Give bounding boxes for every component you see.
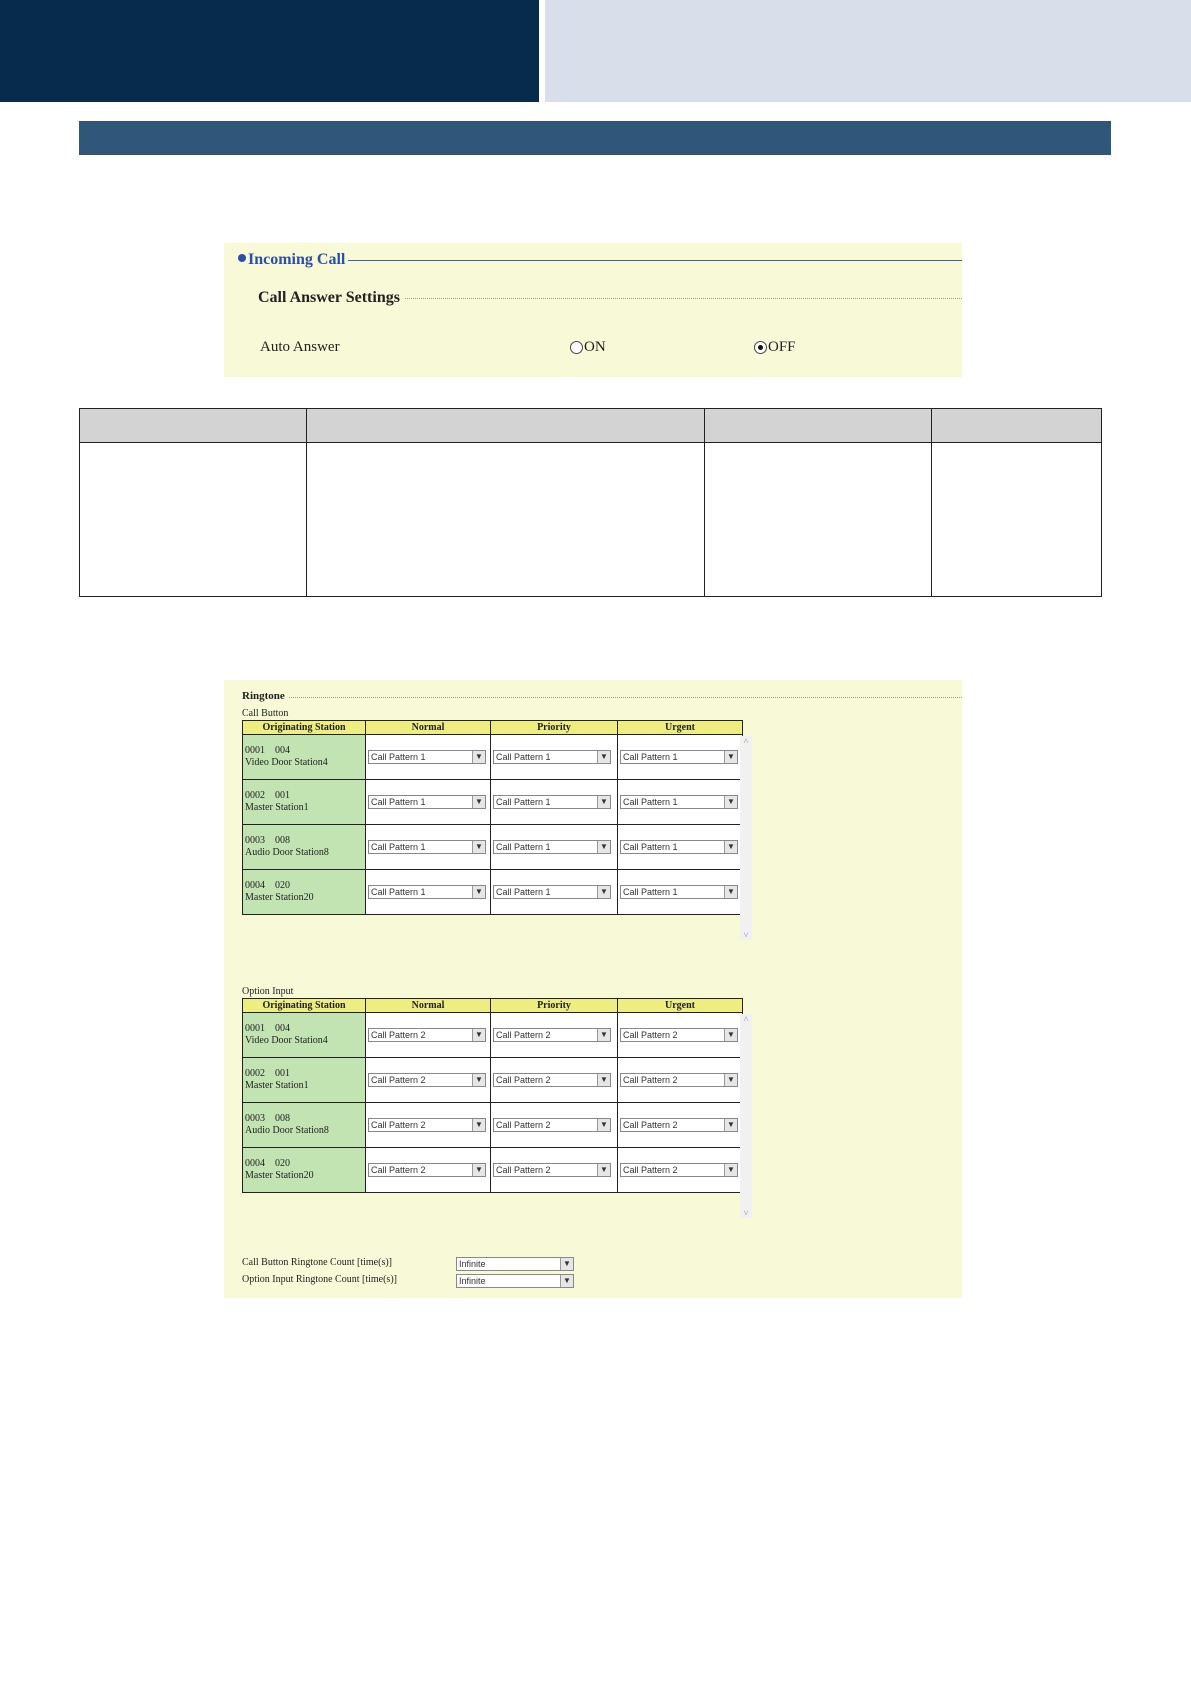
priority-pattern-select[interactable]: Call Pattern 2 ▼ xyxy=(493,1028,611,1042)
normal-pattern-cell xyxy=(366,1103,491,1148)
priority-pattern-cell xyxy=(491,1103,618,1148)
bullet-icon xyxy=(238,254,246,262)
priority-pattern-select[interactable]: Call Pattern 2 ▼ xyxy=(493,1163,611,1177)
station-name: Audio Door Station8 xyxy=(245,1125,329,1136)
table-row xyxy=(243,1058,743,1103)
normal-pattern-select[interactable]: Call Pattern 1 ▼ xyxy=(368,840,486,854)
table-row xyxy=(243,1103,743,1148)
originating-station-cell xyxy=(243,780,366,825)
chevron-down-icon[interactable]: ▼ xyxy=(597,1164,610,1176)
chevron-down-icon[interactable]: ▼ xyxy=(472,796,485,808)
scroll-down-icon[interactable]: ˅ xyxy=(743,930,749,940)
priority-pattern-cell xyxy=(491,1013,618,1058)
column-header-normal: Normal xyxy=(366,721,491,735)
chevron-down-icon[interactable]: ▼ xyxy=(472,1164,485,1176)
normal-pattern-select[interactable]: Call Pattern 2 ▼ xyxy=(368,1073,486,1087)
chevron-down-icon[interactable]: ▼ xyxy=(597,886,610,898)
option-input-scrollbar[interactable] xyxy=(740,1014,752,1218)
table-cell xyxy=(932,443,1102,597)
normal-pattern-select[interactable]: Call Pattern 2 ▼ xyxy=(368,1118,486,1132)
chevron-down-icon[interactable]: ▼ xyxy=(724,1074,737,1086)
chevron-down-icon[interactable]: ▼ xyxy=(560,1275,573,1287)
settings-description-table xyxy=(79,408,1102,597)
priority-pattern-select[interactable]: Call Pattern 2 ▼ xyxy=(493,1073,611,1087)
priority-pattern-cell xyxy=(491,870,618,915)
originating-station-cell xyxy=(243,1013,366,1058)
chevron-down-icon[interactable]: ▼ xyxy=(597,1119,610,1131)
chevron-down-icon[interactable]: ▼ xyxy=(724,1029,737,1041)
normal-pattern-cell xyxy=(366,780,491,825)
urgent-pattern-select[interactable]: Call Pattern 2 ▼ xyxy=(620,1073,738,1087)
station-number: 0004 020 xyxy=(245,1158,290,1169)
option-input-ringtone-count-select[interactable]: Infinite ▼ xyxy=(456,1274,574,1288)
column-header-priority: Priority xyxy=(491,721,618,735)
station-name: Master Station20 xyxy=(245,892,314,903)
originating-station-cell xyxy=(243,1058,366,1103)
priority-pattern-cell xyxy=(491,1058,618,1103)
station-name: Master Station20 xyxy=(245,1170,314,1181)
chevron-down-icon[interactable]: ▼ xyxy=(472,1119,485,1131)
priority-pattern-select[interactable]: Call Pattern 1 ▼ xyxy=(493,840,611,854)
header-light-block xyxy=(545,0,1191,102)
column-header-normal: Normal xyxy=(366,999,491,1013)
table-cell xyxy=(307,443,705,597)
chevron-down-icon[interactable]: ▼ xyxy=(597,1029,610,1041)
originating-station-cell xyxy=(243,735,366,780)
station-number: 0004 020 xyxy=(245,880,290,891)
originating-station-cell xyxy=(243,1148,366,1193)
column-header-urgent: Urgent xyxy=(618,999,743,1013)
chevron-down-icon[interactable]: ▼ xyxy=(560,1258,573,1270)
normal-pattern-cell xyxy=(366,735,491,780)
normal-pattern-select[interactable]: Call Pattern 1 ▼ xyxy=(368,750,486,764)
priority-pattern-select[interactable]: Call Pattern 1 ▼ xyxy=(493,885,611,899)
radio-checked-icon[interactable] xyxy=(754,341,767,354)
section-rule xyxy=(289,697,962,698)
station-name: Video Door Station4 xyxy=(245,1035,328,1046)
normal-pattern-select[interactable]: Call Pattern 2 ▼ xyxy=(368,1163,486,1177)
table-row xyxy=(243,825,743,870)
urgent-pattern-cell xyxy=(618,1148,743,1193)
scroll-up-icon[interactable]: ˄ xyxy=(743,736,749,746)
normal-pattern-cell xyxy=(366,825,491,870)
normal-pattern-cell xyxy=(366,1148,491,1193)
table-cell xyxy=(705,443,932,597)
table-header-cell xyxy=(307,409,705,443)
priority-pattern-cell xyxy=(491,735,618,780)
station-name: Video Door Station4 xyxy=(245,757,328,768)
priority-pattern-select[interactable]: Call Pattern 1 ▼ xyxy=(493,795,611,809)
header-dark-block xyxy=(0,0,539,102)
urgent-pattern-select[interactable]: Call Pattern 1 ▼ xyxy=(620,795,738,809)
originating-station-cell xyxy=(243,870,366,915)
ringtone-title: Ringtone xyxy=(242,690,285,702)
incoming-call-panel xyxy=(224,243,962,377)
normal-pattern-select[interactable]: Call Pattern 1 ▼ xyxy=(368,795,486,809)
chevron-down-icon[interactable]: ▼ xyxy=(724,1119,737,1131)
table-row xyxy=(243,1148,743,1193)
urgent-pattern-cell xyxy=(618,1013,743,1058)
chevron-down-icon[interactable]: ▼ xyxy=(724,886,737,898)
call-button-ringtone-count-label: Call Button Ringtone Count [time(s)] xyxy=(242,1257,392,1268)
auto-answer-label: Auto Answer xyxy=(260,339,340,355)
auto-answer-on-radio[interactable] xyxy=(570,339,606,356)
table-header-cell xyxy=(80,409,307,443)
chevron-down-icon[interactable]: ▼ xyxy=(472,886,485,898)
scroll-up-icon[interactable]: ˄ xyxy=(743,1014,749,1024)
station-number: 0003 008 xyxy=(245,1113,290,1124)
chevron-down-icon[interactable]: ▼ xyxy=(724,796,737,808)
priority-pattern-select[interactable]: Call Pattern 1 ▼ xyxy=(493,750,611,764)
urgent-pattern-select[interactable]: Call Pattern 1 ▼ xyxy=(620,840,738,854)
table-cell xyxy=(80,443,307,597)
chevron-down-icon[interactable]: ▼ xyxy=(472,1029,485,1041)
option-input-label: Option Input xyxy=(242,986,294,997)
urgent-pattern-cell xyxy=(618,870,743,915)
section-rule xyxy=(405,298,962,299)
urgent-pattern-cell xyxy=(618,825,743,870)
ringtone-panel xyxy=(224,680,962,1298)
chevron-down-icon[interactable]: ▼ xyxy=(597,1074,610,1086)
chevron-down-icon[interactable]: ▼ xyxy=(472,751,485,763)
urgent-pattern-cell xyxy=(618,735,743,780)
priority-pattern-cell xyxy=(491,825,618,870)
scroll-down-icon[interactable]: ˅ xyxy=(743,1208,749,1218)
radio-unchecked-icon[interactable] xyxy=(570,341,583,354)
station-name: Master Station1 xyxy=(245,802,309,813)
normal-pattern-cell xyxy=(366,1058,491,1103)
column-header-priority: Priority xyxy=(491,999,618,1013)
station-number: 0002 001 xyxy=(245,1068,290,1079)
call-button-scrollbar[interactable] xyxy=(740,736,752,940)
incoming-call-title: Incoming Call xyxy=(238,251,345,269)
column-header-originating-station: Originating Station xyxy=(243,999,366,1013)
table-header-cell xyxy=(932,409,1102,443)
table-row xyxy=(243,870,743,915)
normal-pattern-cell xyxy=(366,870,491,915)
table-header-cell xyxy=(705,409,932,443)
call-button-ringtone-count-select[interactable]: Infinite ▼ xyxy=(456,1257,574,1271)
station-number: 0001 004 xyxy=(245,1023,290,1034)
priority-pattern-select[interactable]: Call Pattern 2 ▼ xyxy=(493,1118,611,1132)
priority-pattern-cell xyxy=(491,780,618,825)
urgent-pattern-cell xyxy=(618,1103,743,1148)
station-number: 0001 004 xyxy=(245,745,290,756)
option-input-ringtone-count-label: Option Input Ringtone Count [time(s)] xyxy=(242,1274,397,1285)
originating-station-cell xyxy=(243,1103,366,1148)
chevron-down-icon[interactable]: ▼ xyxy=(472,841,485,853)
call-answer-settings-title: Call Answer Settings xyxy=(258,289,400,306)
urgent-pattern-select[interactable]: Call Pattern 2 ▼ xyxy=(620,1028,738,1042)
urgent-pattern-cell xyxy=(618,780,743,825)
column-header-urgent: Urgent xyxy=(618,721,743,735)
normal-pattern-select[interactable]: Call Pattern 2 ▼ xyxy=(368,1028,486,1042)
urgent-pattern-select[interactable]: Call Pattern 1 ▼ xyxy=(620,885,738,899)
table-row xyxy=(243,735,743,780)
chevron-down-icon[interactable]: ▼ xyxy=(724,841,737,853)
normal-pattern-cell xyxy=(366,1013,491,1058)
station-number: 0002 001 xyxy=(245,790,290,801)
station-number: 0003 008 xyxy=(245,835,290,846)
chevron-down-icon[interactable]: ▼ xyxy=(724,1164,737,1176)
auto-answer-off-radio[interactable] xyxy=(754,339,796,356)
table-row xyxy=(243,1013,743,1058)
priority-pattern-cell xyxy=(491,1148,618,1193)
auto-answer-on-label: ON xyxy=(584,339,606,355)
call-button-table xyxy=(242,720,743,915)
chevron-down-icon[interactable]: ▼ xyxy=(597,841,610,853)
urgent-pattern-select[interactable]: Call Pattern 2 ▼ xyxy=(620,1163,738,1177)
table-row xyxy=(243,780,743,825)
chevron-down-icon[interactable]: ▼ xyxy=(724,751,737,763)
normal-pattern-select[interactable]: Call Pattern 1 ▼ xyxy=(368,885,486,899)
urgent-pattern-select[interactable]: Call Pattern 1 ▼ xyxy=(620,750,738,764)
auto-answer-off-label: OFF xyxy=(768,339,796,355)
call-button-label: Call Button xyxy=(242,708,289,719)
station-name: Audio Door Station8 xyxy=(245,847,329,858)
chevron-down-icon[interactable]: ▼ xyxy=(472,1074,485,1086)
option-input-table xyxy=(242,998,743,1193)
urgent-pattern-cell xyxy=(618,1058,743,1103)
chevron-down-icon[interactable]: ▼ xyxy=(597,751,610,763)
originating-station-cell xyxy=(243,825,366,870)
column-header-originating-station: Originating Station xyxy=(243,721,366,735)
urgent-pattern-select[interactable]: Call Pattern 2 ▼ xyxy=(620,1118,738,1132)
section-bar xyxy=(79,121,1111,155)
title-rule xyxy=(348,260,962,261)
chevron-down-icon[interactable]: ▼ xyxy=(597,796,610,808)
station-name: Master Station1 xyxy=(245,1080,309,1091)
